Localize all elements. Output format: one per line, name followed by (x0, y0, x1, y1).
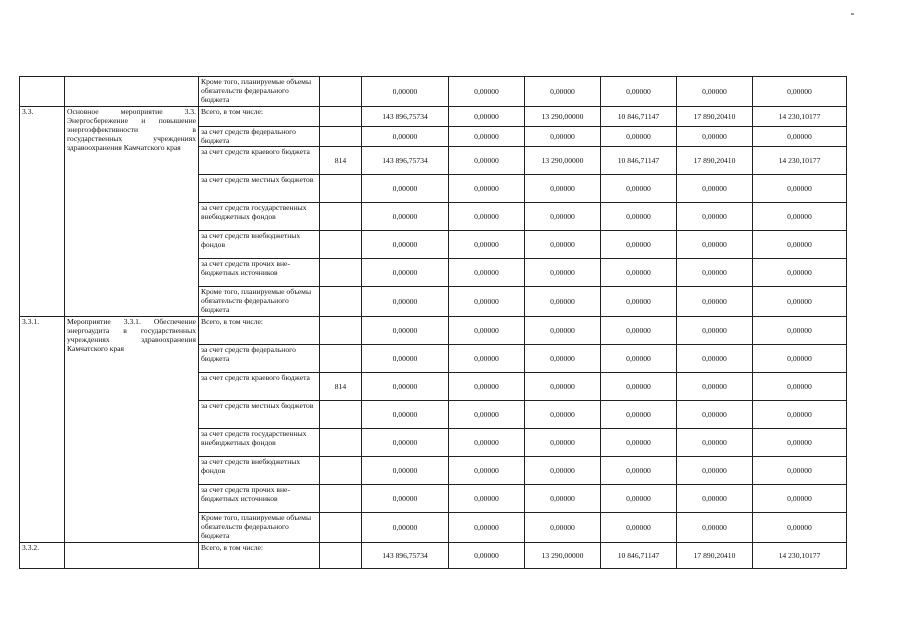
amount-cell: 0,00000 (753, 77, 847, 107)
amount-cell: 0,00000 (525, 259, 601, 287)
amount-cell: 0,00000 (601, 203, 677, 231)
amount-cell: 0,00000 (449, 147, 525, 175)
budget-table (19, 76, 847, 569)
amount-cell: 0,00000 (362, 429, 449, 457)
amount-cell: 0,00000 (449, 317, 525, 345)
amount-cell: 0,00000 (677, 485, 753, 513)
amount-cell: 0,00000 (449, 373, 525, 401)
budget-code (320, 107, 362, 127)
amount-cell: 0,00000 (753, 175, 847, 203)
funding-source: за счет средств краевого бюджета (199, 373, 320, 401)
budget-code (320, 513, 362, 543)
amount-cell: 0,00000 (753, 513, 847, 543)
amount-cell: 0,00000 (677, 77, 753, 107)
amount-cell: 14 230,10177 (753, 107, 847, 127)
amount-cell: 0,00000 (677, 203, 753, 231)
amount-cell: 0,00000 (677, 231, 753, 259)
amount-cell: 143 896,75734 (362, 543, 449, 569)
row-index: 3.3.2. (20, 543, 65, 569)
amount-cell: 0,00000 (753, 203, 847, 231)
amount-cell: 0,00000 (525, 287, 601, 317)
amount-cell: 0,00000 (449, 127, 525, 147)
amount-cell: 0,00000 (677, 513, 753, 543)
amount-cell: 0,00000 (601, 513, 677, 543)
amount-cell: 0,00000 (601, 317, 677, 345)
budget-code (320, 77, 362, 107)
budget-code (320, 231, 362, 259)
amount-cell: 0,00000 (677, 401, 753, 429)
funding-source: Всего, в том числе: (199, 317, 320, 345)
amount-cell: 0,00000 (601, 175, 677, 203)
amount-cell: 0,00000 (449, 345, 525, 373)
row-index: 3.3.1. (20, 317, 65, 543)
amount-cell: 0,00000 (449, 231, 525, 259)
amount-cell: 0,00000 (753, 231, 847, 259)
table-row (20, 107, 847, 127)
table-body (20, 77, 847, 569)
amount-cell: 10 846,71147 (601, 147, 677, 175)
amount-cell: 17 890,20410 (677, 543, 753, 569)
amount-cell: 13 290,00000 (525, 107, 601, 127)
amount-cell: 0,00000 (525, 317, 601, 345)
amount-cell: 0,00000 (677, 429, 753, 457)
funding-source: Всего, в том числе: (199, 107, 320, 127)
amount-cell: 0,00000 (601, 231, 677, 259)
amount-cell: 10 846,71147 (601, 107, 677, 127)
amount-cell: 13 290,00000 (525, 543, 601, 569)
budget-code (320, 259, 362, 287)
amount-cell: 0,00000 (525, 175, 601, 203)
amount-cell: 0,00000 (525, 231, 601, 259)
funding-source: за счет средств прочих внебюджетных источников (199, 259, 320, 287)
amount-cell: 0,00000 (677, 127, 753, 147)
amount-cell: 0,00000 (753, 457, 847, 485)
amount-cell: 0,00000 (362, 259, 449, 287)
funding-source: за счет средств краевого бюджета (199, 147, 320, 175)
funding-source: Кроме того, планируемые объемы обязательств федерального бюджета (199, 513, 320, 543)
funding-source: за счет средств местных бюджетов (199, 175, 320, 203)
amount-cell: 0,00000 (525, 77, 601, 107)
funding-source: за счет средств местных бюджетов (199, 401, 320, 429)
amount-cell: 0,00000 (449, 107, 525, 127)
budget-code (320, 175, 362, 203)
amount-cell: 0,00000 (362, 175, 449, 203)
table-row (20, 543, 847, 569)
amount-cell: 0,00000 (449, 457, 525, 485)
amount-cell: 0,00000 (449, 203, 525, 231)
funding-source: за счет средств внебюджетных фондов (199, 457, 320, 485)
funding-source: Кроме того, планируемые объемы обязательств федерального бюджета (199, 77, 320, 107)
amount-cell: 0,00000 (525, 457, 601, 485)
row-index (20, 77, 65, 107)
amount-cell: 0,00000 (525, 345, 601, 373)
amount-cell: 0,00000 (753, 429, 847, 457)
amount-cell: 0,00000 (362, 485, 449, 513)
amount-cell: 0,00000 (601, 373, 677, 401)
amount-cell: 0,00000 (753, 127, 847, 147)
amount-cell: 0,00000 (601, 127, 677, 147)
amount-cell: 13 290,00000 (525, 147, 601, 175)
table-row (20, 77, 847, 107)
funding-source: за счет средств федерального бюджета (199, 345, 320, 373)
budget-code: 814 (320, 373, 362, 401)
row-index: 3.3. (20, 107, 65, 317)
amount-cell: 0,00000 (677, 457, 753, 485)
amount-cell: 0,00000 (525, 203, 601, 231)
amount-cell: 0,00000 (677, 345, 753, 373)
amount-cell: 0,00000 (753, 401, 847, 429)
funding-source: за счет средств государственных внебюджетных фондов (199, 429, 320, 457)
amount-cell: 0,00000 (362, 513, 449, 543)
amount-cell: 0,00000 (362, 457, 449, 485)
budget-code (320, 485, 362, 513)
amount-cell: 0,00000 (601, 429, 677, 457)
amount-cell: 0,00000 (449, 77, 525, 107)
funding-source: Кроме того, планируемые объемы обязательств федерального бюджета (199, 287, 320, 317)
budget-code (320, 345, 362, 373)
funding-source: за счет средств федерального бюджета (199, 127, 320, 147)
budget-code (320, 287, 362, 317)
budget-code: 814 (320, 147, 362, 175)
amount-cell: 0,00000 (677, 373, 753, 401)
funding-source: Всего, в том числе: (199, 543, 320, 569)
event-name: Основное мероприятие 3.3. Энергосбережение и повышение энергоэффективности в государственных учреждениях здравоохранения Камчатского края (65, 107, 199, 317)
amount-cell: 0,00000 (449, 485, 525, 513)
amount-cell: 0,00000 (362, 231, 449, 259)
amount-cell: 0,00000 (677, 317, 753, 345)
amount-cell: 14 230,10177 (753, 147, 847, 175)
event-name (65, 77, 199, 107)
amount-cell: 17 890,20410 (677, 147, 753, 175)
amount-cell: 0,00000 (677, 259, 753, 287)
amount-cell: 0,00000 (601, 77, 677, 107)
amount-cell: 0,00000 (449, 287, 525, 317)
amount-cell: 0,00000 (362, 127, 449, 147)
amount-cell: 0,00000 (525, 485, 601, 513)
funding-source: за счет средств прочих внебюджетных источников (199, 485, 320, 513)
amount-cell: 0,00000 (753, 373, 847, 401)
amount-cell: 0,00000 (362, 401, 449, 429)
amount-cell: 143 896,75734 (362, 147, 449, 175)
amount-cell: 0,00000 (362, 373, 449, 401)
amount-cell: 0,00000 (449, 175, 525, 203)
scan-speck (851, 13, 854, 15)
amount-cell: 0,00000 (601, 457, 677, 485)
amount-cell: 0,00000 (601, 485, 677, 513)
amount-cell: 0,00000 (525, 401, 601, 429)
amount-cell: 0,00000 (677, 287, 753, 317)
amount-cell: 0,00000 (753, 259, 847, 287)
amount-cell: 0,00000 (362, 77, 449, 107)
amount-cell: 0,00000 (753, 317, 847, 345)
amount-cell: 0,00000 (525, 127, 601, 147)
budget-code (320, 203, 362, 231)
amount-cell: 0,00000 (601, 287, 677, 317)
budget-code (320, 429, 362, 457)
funding-source: за счет средств государственных внебюджетных фондов (199, 203, 320, 231)
amount-cell: 0,00000 (362, 317, 449, 345)
amount-cell: 0,00000 (677, 175, 753, 203)
amount-cell: 0,00000 (753, 287, 847, 317)
amount-cell: 0,00000 (753, 485, 847, 513)
funding-source: за счет средств внебюджетных фондов (199, 231, 320, 259)
amount-cell: 0,00000 (525, 429, 601, 457)
budget-code (320, 401, 362, 429)
budget-code (320, 127, 362, 147)
amount-cell: 0,00000 (362, 345, 449, 373)
amount-cell: 14 230,10177 (753, 543, 847, 569)
amount-cell: 0,00000 (449, 543, 525, 569)
budget-code (320, 317, 362, 345)
budget-code (320, 457, 362, 485)
table-row (20, 317, 847, 345)
amount-cell: 0,00000 (601, 259, 677, 287)
amount-cell: 0,00000 (362, 203, 449, 231)
amount-cell: 0,00000 (449, 259, 525, 287)
event-name: Мероприятие 3.3.1. Обеспечение энергоаудита в государственных учреждениях здравоохранения Камчатского края (65, 317, 199, 543)
amount-cell: 0,00000 (449, 513, 525, 543)
amount-cell: 0,00000 (449, 401, 525, 429)
amount-cell: 143 896,75734 (362, 107, 449, 127)
amount-cell: 0,00000 (525, 513, 601, 543)
amount-cell: 10 846,71147 (601, 543, 677, 569)
event-name (65, 543, 199, 569)
amount-cell: 17 890,20410 (677, 107, 753, 127)
amount-cell: 0,00000 (601, 401, 677, 429)
amount-cell: 0,00000 (449, 429, 525, 457)
amount-cell: 0,00000 (601, 345, 677, 373)
budget-code (320, 543, 362, 569)
amount-cell: 0,00000 (753, 345, 847, 373)
amount-cell: 0,00000 (362, 287, 449, 317)
amount-cell: 0,00000 (525, 373, 601, 401)
